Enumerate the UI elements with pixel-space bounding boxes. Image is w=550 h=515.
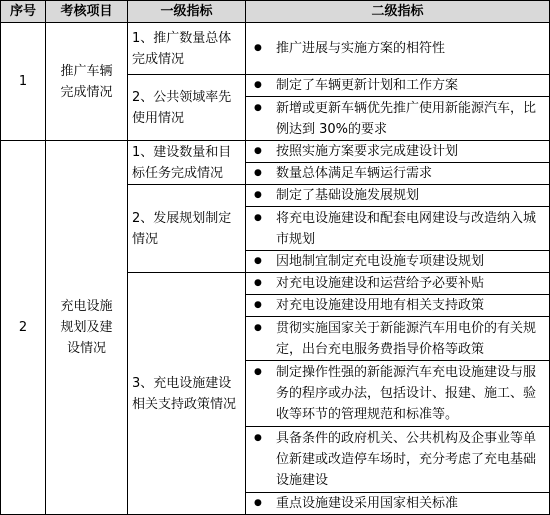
bullet-icon: ● bbox=[254, 80, 262, 90]
header-row bbox=[1, 1, 550, 23]
level2-text: 新增或更新车辆优先推广使用新能源汽车，比例达到 30%的要求 bbox=[276, 100, 537, 137]
header-project: 考核项目 bbox=[46, 1, 128, 23]
bullet-icon: ● bbox=[254, 212, 262, 223]
bullet-icon: ● bbox=[254, 278, 262, 288]
level2-cell bbox=[246, 23, 550, 75]
level2-text: 制定了车辆更新计划和工作方案 bbox=[276, 78, 459, 93]
bullet-icon: ● bbox=[254, 190, 262, 200]
bullet-icon: ● bbox=[254, 102, 262, 113]
bullet-icon: ● bbox=[254, 256, 262, 266]
table-row bbox=[1, 23, 550, 75]
bullet-icon: ● bbox=[254, 43, 262, 53]
level2-cell bbox=[246, 75, 550, 97]
bullet-icon: ● bbox=[254, 367, 262, 377]
table-row bbox=[1, 141, 550, 163]
level1-cell: 1、推广数量总体完成情况 bbox=[128, 23, 246, 75]
header-level2: 二级指标 bbox=[246, 1, 550, 23]
level2-text: 数量总体满足车辆运行需求 bbox=[276, 166, 433, 181]
bullet-icon: ● bbox=[254, 322, 262, 333]
header-no: 序号 bbox=[1, 1, 46, 23]
level1-cell: 1、建设数量和目标任务完成情况 bbox=[128, 141, 246, 185]
level2-cell bbox=[246, 273, 550, 295]
bullet-icon: ● bbox=[254, 300, 262, 310]
row-number: 1 bbox=[1, 23, 46, 141]
bullet-icon: ● bbox=[254, 433, 262, 443]
level2-cell bbox=[246, 493, 550, 515]
level2-text: 因地制宜制定充电设施专项建设规划 bbox=[276, 254, 485, 269]
level2-text: 制定了基础设施发展规划 bbox=[276, 188, 420, 203]
level1-cell: 2、公共领域率先使用情况 bbox=[128, 75, 246, 141]
level2-text: 对充电设施建设用地有相关支持政策 bbox=[276, 298, 485, 313]
project-cell: 推广车辆完成情况 bbox=[46, 23, 128, 141]
level2-cell bbox=[246, 163, 550, 185]
level1-cell: 3、充电设施建设相关支持政策情况 bbox=[128, 273, 246, 515]
level2-text: 重点设施建设采用国家相关标准 bbox=[276, 496, 459, 511]
row-number: 2 bbox=[1, 141, 46, 515]
level2-text: 贯彻实施国家关于新能源汽车用电价的有关规定，出台充电服务费指导价格等政策 bbox=[276, 320, 537, 357]
level2-cell bbox=[246, 317, 550, 361]
level2-cell bbox=[246, 251, 550, 273]
level2-text: 按照实施方案要求完成建设计划 bbox=[276, 144, 459, 159]
level2-text: 对充电设施建设和运营给予必要补贴 bbox=[276, 276, 485, 291]
bullet-icon: ● bbox=[254, 168, 262, 178]
bullet-icon: ● bbox=[254, 146, 262, 156]
level2-text: 推广进展与实施方案的相符性 bbox=[276, 41, 446, 56]
level2-text: 制定操作性强的新能源汽车充电设施建设与服务的程序或办法，包括设计、报建、施工、验收等环节的管理规范和标准等。 bbox=[276, 365, 537, 422]
level2-cell bbox=[246, 361, 550, 427]
level2-text: 具备条件的政府机关、公共机构及企事业等单位新建或改造停车场时，充分考虑了充电基础设施建设 bbox=[276, 431, 537, 488]
level2-cell bbox=[246, 141, 550, 163]
level2-cell bbox=[246, 185, 550, 207]
level1-cell: 2、发展规划制定情况 bbox=[128, 185, 246, 273]
level2-text: 将充电设施建设和配套电网建设与改造纳入城市规划 bbox=[276, 210, 537, 247]
level2-cell bbox=[246, 207, 550, 251]
bullet-icon: ● bbox=[254, 498, 262, 508]
level2-cell bbox=[246, 295, 550, 317]
header-level1: 一级指标 bbox=[128, 1, 246, 23]
level2-cell bbox=[246, 97, 550, 141]
level2-cell bbox=[246, 427, 550, 493]
project-cell: 充电设施规划及建设情况 bbox=[46, 141, 128, 515]
